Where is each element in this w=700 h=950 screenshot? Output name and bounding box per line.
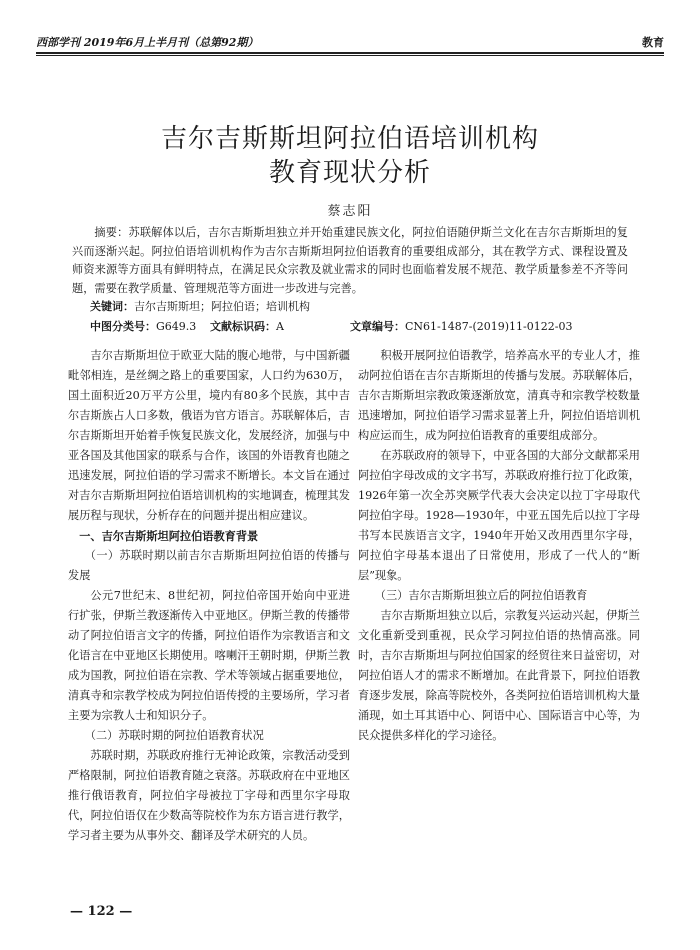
section-label: 教育 — [642, 36, 664, 49]
subsection-heading: （二）苏联时期的阿拉伯语教育状况 — [84, 729, 264, 742]
paragraph: 公元7世纪末、8世纪初，阿拉伯帝国开始向中亚进行扩张，伊斯兰教逐渐传入中亚地区。伊斯兰教的传播带动了阿拉伯语言文字的传播，阿拉伯语作为宗教语言和文化语言在中亚地区长期使用。喀喇汗王朝时期，伊斯兰教成为国教，阿拉伯语在宗教、学术等领域占据重要地位，清真寺和宗教学校成为阿拉伯语传授的主要场所，学习者主要为宗教人士和知识分子。 — [68, 589, 350, 722]
clc-code — [90, 318, 196, 334]
article-number-value: CN61-1487-(2019)11-0122-03 — [405, 320, 573, 333]
paragraph: 吉尔吉斯斯坦位于欧亚大陆的腹心地带，与中国新疆毗邻相连，是丝绸之路上的重要国家，人口约为630万，国土面积近20万平方公里，境内有80多个民族，其中吉尔吉斯族占人口多数，俄语为官方语言。苏联解体后，吉尔吉斯斯坦开始着手恢复民族文化，发展经济，加强与中亚各国及其他国家的联系与合作，该国的外语教育也随之迅速发展，阿拉伯语的学习需求不断增长。本文旨在通过对吉尔吉斯斯坦阿拉伯语培训机构的实地调查，梳理其发展历程与现状，分析存在的问题并提出相应建议。 — [68, 349, 350, 522]
body-column-right — [358, 346, 640, 746]
body-column-left — [68, 346, 350, 846]
doc-code — [210, 318, 284, 334]
keywords: 吉尔吉斯斯坦；阿拉伯语；培训机构 — [134, 300, 310, 313]
article-title-line2: 教育现状分析 — [268, 158, 431, 188]
clc-value: G649.3 — [156, 320, 197, 333]
keywords-line — [90, 298, 310, 314]
section-heading: 一、吉尔吉斯斯坦阿拉伯语教育背景 — [79, 529, 259, 543]
page-number: — 122 — — [70, 904, 133, 919]
article-number — [350, 318, 572, 334]
running-header — [36, 30, 664, 52]
header-rule — [36, 52, 664, 54]
classification-line — [90, 318, 628, 334]
article-number-label: 文章编号： — [350, 320, 405, 333]
journal-info: 西部学刊 2019年6月上半月刊（总第92期） — [36, 36, 259, 49]
author-name: 蔡志阳 — [327, 204, 373, 219]
keywords-label: 关键词： — [90, 300, 134, 313]
article-title-line1: 吉尔吉斯斯坦阿拉伯语培训机构 — [160, 124, 539, 154]
paragraph: 吉尔吉斯斯坦独立以后，宗教复兴运动兴起，伊斯兰文化重新受到重视，民众学习阿拉伯语的热情高涨。同时，吉尔吉斯斯坦与阿拉伯国家的经贸往来日益密切，对阿拉伯语人才的需求不断增加。在此背景下，阿拉伯语教育逐步发展，除高等院校外，各类阿拉伯语培训机构大量涌现，如土耳其语中心、阿语中心、国际语言中心等，为民众提供多样化的学习途径。 — [358, 609, 640, 742]
doc-label: 文献标识码： — [210, 320, 276, 333]
paragraph: 苏联时期，苏联政府推行无神论政策，宗教活动受到严格限制，阿拉伯语教育随之衰落。苏联政府在中亚地区推行俄语教育，阿拉伯字母被拉丁字母和西里尔字母取代，阿拉伯语仅在少数高等院校作为东方语言进行教学，学习者主要为从事外交、翻译及学术研究的人员。 — [68, 749, 350, 842]
paragraph: 积极开展阿拉伯语教学，培养高水平的专业人才，推动阿拉伯语在吉尔吉斯斯坦的传播与发展。苏联解体后，吉尔吉斯斯坦宗教政策逐渐放宽，清真寺和宗教学校数量迅速增加，阿拉伯语学习需求显著上升，阿拉伯语培训机构应运而生，成为阿拉伯语教育的重要组成部分。 — [358, 349, 640, 442]
subsection-heading: （一）苏联时期以前吉尔吉斯斯坦阿拉伯语的传播与发展 — [68, 549, 350, 582]
abstract: 摘要：苏联解体以后，吉尔吉斯斯坦独立并开始重建民族文化，阿拉伯语随伊斯兰文化在吉尔吉斯斯坦的复兴而逐渐兴起。阿拉伯语培训机构作为吉尔吉斯斯坦阿拉伯语教育的重要组成部分，其在教学方式、课程设置及师资来源等方面具有鲜明特点，在满足民众宗教及就业需求的同时也面临着发展不规范、教学质量参差不齐等问题，需要在教学质量、管理规范等方面进一步改进与完善。 — [72, 226, 628, 295]
header-rule-thin — [36, 55, 664, 56]
subsection-heading: （三）吉尔吉斯斯坦独立后的阿拉伯语教育 — [374, 589, 588, 602]
clc-label: 中图分类号： — [90, 320, 156, 333]
doc-value: A — [276, 320, 284, 333]
paragraph: 在苏联政府的领导下，中亚各国的大部分文献都采用阿拉伯字母改成的文字书写，苏联政府推行拉丁化政策，1926年第一次全苏突厥学代表大会决定以拉丁字母取代阿拉伯字母。1928—1930年，中亚五国先后以拉丁字母书写本民族语言文字，1940年开始又改用西里尔字母，阿拉伯字母基本退出了日常使用，形成了一代人的“断层”现象。 — [358, 449, 640, 582]
